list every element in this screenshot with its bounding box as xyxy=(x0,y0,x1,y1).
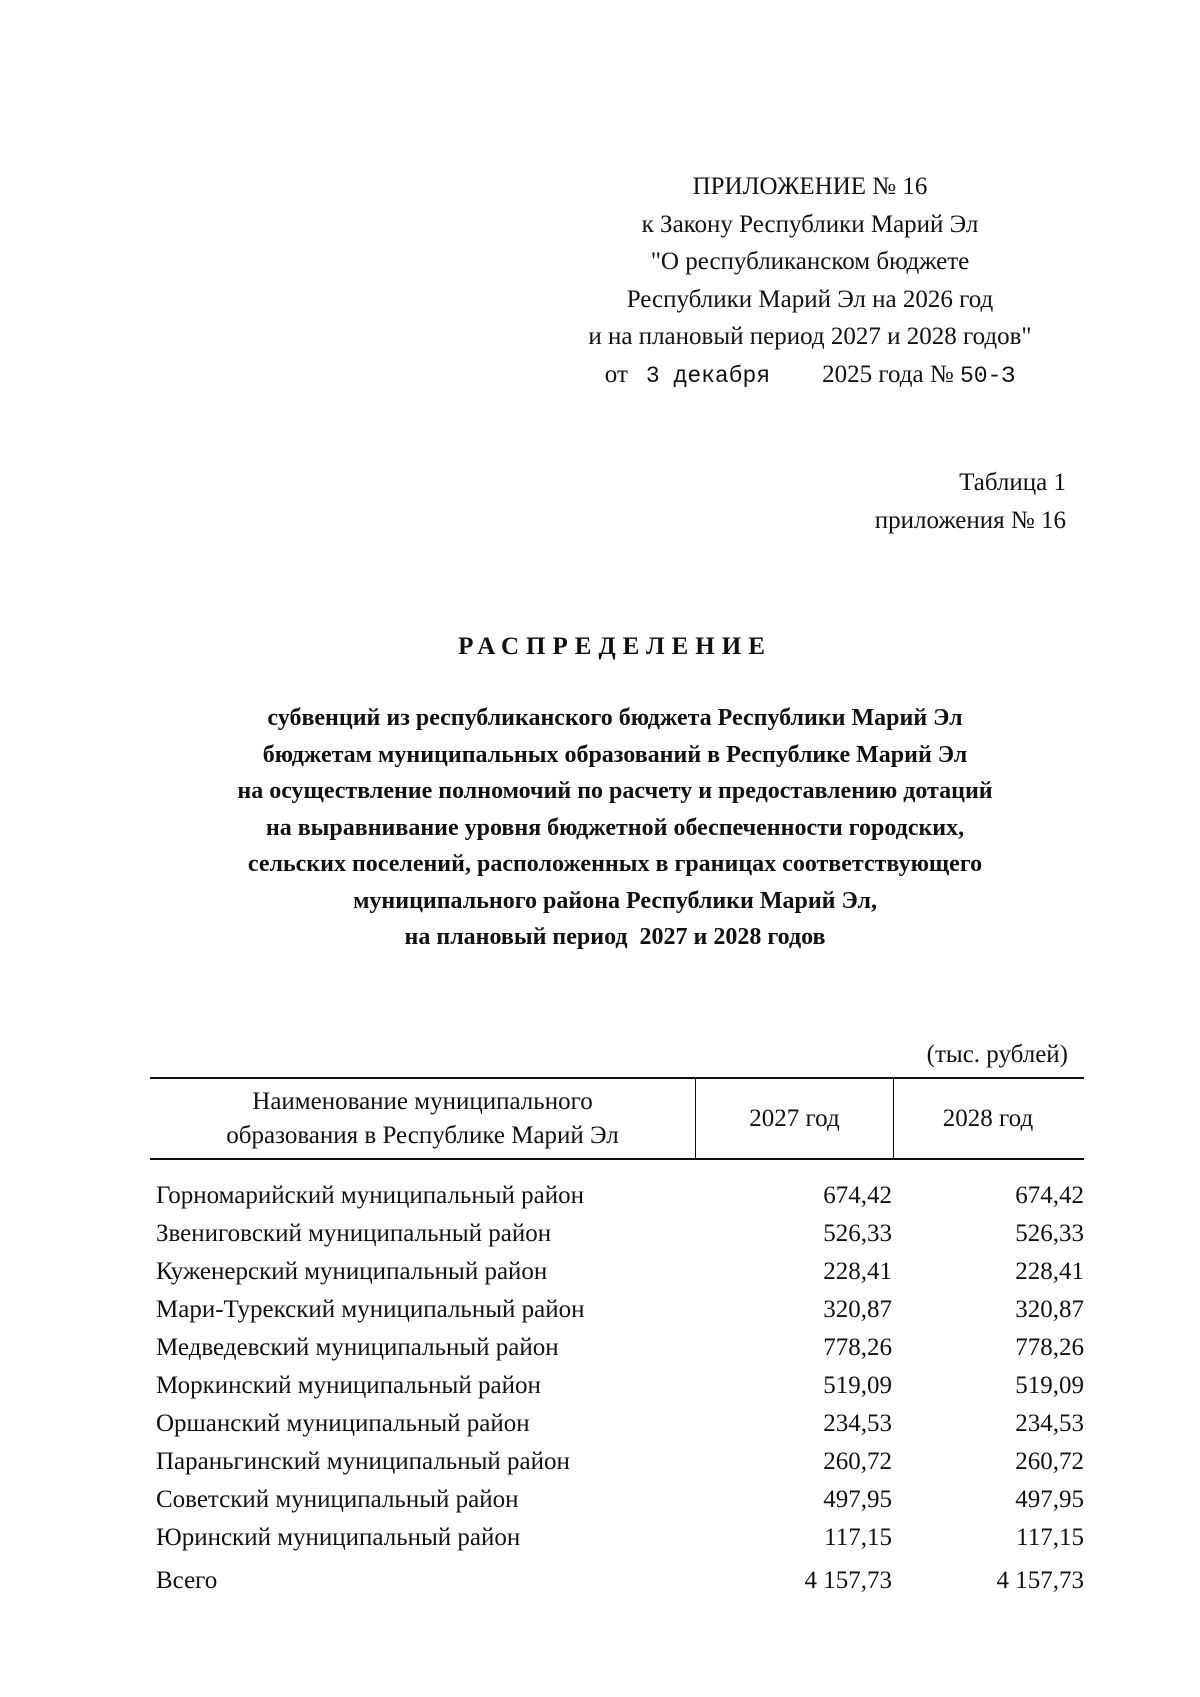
header-municipality-line1: Наименование муниципального xyxy=(252,1087,593,1115)
document-title: РАСПРЕДЕЛЕНИЕ xyxy=(458,633,772,660)
appendix-budget-line: Республики Марий Эл на 2026 год xyxy=(626,285,994,313)
value-2027: 526,33 xyxy=(823,1220,892,1247)
table-row xyxy=(150,1291,1084,1329)
municipality-name: Параньгинский муниципальный район xyxy=(156,1448,570,1475)
subtitle-line: субвенций из республиканского бюджета Республики Марий Эл xyxy=(267,705,963,731)
date-year: 2025 года № xyxy=(822,360,954,388)
municipality-name: Звениговский муниципальный район xyxy=(156,1220,552,1247)
value-2028: 674,42 xyxy=(1015,1182,1084,1209)
appendix-period-line: и на плановый период 2027 и 2028 годов" xyxy=(588,323,1032,350)
municipality-name: Моркинский муниципальный район xyxy=(156,1372,541,1399)
municipality-name: Куженерский муниципальный район xyxy=(156,1258,548,1285)
date-prefix: от xyxy=(604,360,628,388)
subtitle-line: сельских поселений, расположенных в границах соответствующего xyxy=(247,851,983,877)
header-municipality xyxy=(150,1079,695,1158)
value-2027: 228,41 xyxy=(823,1258,892,1285)
value-2028: 519,09 xyxy=(1015,1372,1084,1399)
total-2027: 4 157,73 xyxy=(804,1567,892,1594)
table-header xyxy=(150,1077,1084,1160)
subtitle-line: муниципального района Республики Марий Эл, xyxy=(353,887,877,914)
municipality-name: Советский муниципальный район xyxy=(156,1486,519,1513)
table-ref-line1: Таблица 1 xyxy=(959,469,1066,496)
document-subtitle xyxy=(160,700,1070,956)
municipality-name: Оршанский муниципальный район xyxy=(156,1410,530,1437)
table-total-row xyxy=(150,1562,1084,1600)
value-2027: 320,87 xyxy=(823,1296,892,1323)
municipality-name: Мари-Турекский муниципальный район xyxy=(156,1296,585,1323)
table-reference xyxy=(875,464,1066,540)
value-2027: 234,53 xyxy=(823,1410,892,1437)
table-row xyxy=(150,1215,1084,1253)
table-row xyxy=(150,1367,1084,1405)
distribution-table xyxy=(150,1077,1084,1600)
subtitle-line: на плановый период 2027 и 2028 годов xyxy=(404,924,826,950)
value-2028: 778,26 xyxy=(1015,1334,1084,1361)
value-2027: 497,95 xyxy=(823,1486,892,1513)
total-2028: 4 157,73 xyxy=(996,1567,1084,1594)
value-2027: 519,09 xyxy=(823,1372,892,1399)
value-2027: 260,72 xyxy=(823,1448,892,1475)
municipality-name: Юринский муниципальный район xyxy=(156,1524,521,1551)
value-2028: 526,33 xyxy=(1015,1220,1084,1247)
municipality-name: Горномарийский муниципальный район xyxy=(156,1182,584,1209)
value-2027: 674,42 xyxy=(823,1182,892,1209)
value-2028: 228,41 xyxy=(1015,1258,1084,1285)
appendix-header xyxy=(560,168,1060,395)
appendix-title: ПРИЛОЖЕНИЕ № 16 xyxy=(692,173,928,200)
date-day-month: 3 декабря xyxy=(645,362,771,389)
value-2028: 260,72 xyxy=(1015,1448,1084,1475)
table-row xyxy=(150,1177,1084,1215)
subtitle-line: на выравнивание уровня бюджетной обеспеченности городских, xyxy=(265,814,965,841)
table-row xyxy=(150,1481,1084,1519)
units-label: (тыс. рублей) xyxy=(926,1041,1068,1068)
law-number: 50-З xyxy=(959,362,1016,389)
appendix-date-line xyxy=(560,356,1060,396)
value-2028: 497,95 xyxy=(1015,1486,1084,1513)
header-2027: 2027 год xyxy=(695,1079,894,1158)
value-2027: 778,26 xyxy=(823,1334,892,1361)
subtitle-line: на осуществление полномочий по расчету и предоставлению дотаций xyxy=(237,778,993,804)
table-ref-line2: приложения № 16 xyxy=(874,507,1066,534)
appendix-law-name-line: "О республиканском бюджете xyxy=(650,248,970,275)
table-row xyxy=(150,1519,1084,1557)
municipality-name: Медведевский муниципальный район xyxy=(156,1334,559,1361)
table-row xyxy=(150,1443,1084,1481)
table-body xyxy=(150,1177,1084,1600)
value-2028: 117,15 xyxy=(1016,1524,1084,1551)
total-label: Всего xyxy=(156,1567,218,1594)
value-2028: 234,53 xyxy=(1015,1410,1084,1437)
appendix-law-line: к Закону Республики Марий Эл xyxy=(641,210,979,238)
table-row xyxy=(150,1253,1084,1291)
header-municipality-line2: образования в Республике Марий Эл xyxy=(226,1121,619,1149)
subtitle-line: бюджетам муниципальных образований в Республике Марий Эл xyxy=(262,741,968,768)
table-row xyxy=(150,1329,1084,1367)
header-2028: 2028 год xyxy=(942,1104,1034,1132)
value-2028: 320,87 xyxy=(1015,1296,1084,1323)
table-row xyxy=(150,1405,1084,1443)
value-2027: 117,15 xyxy=(824,1524,892,1551)
